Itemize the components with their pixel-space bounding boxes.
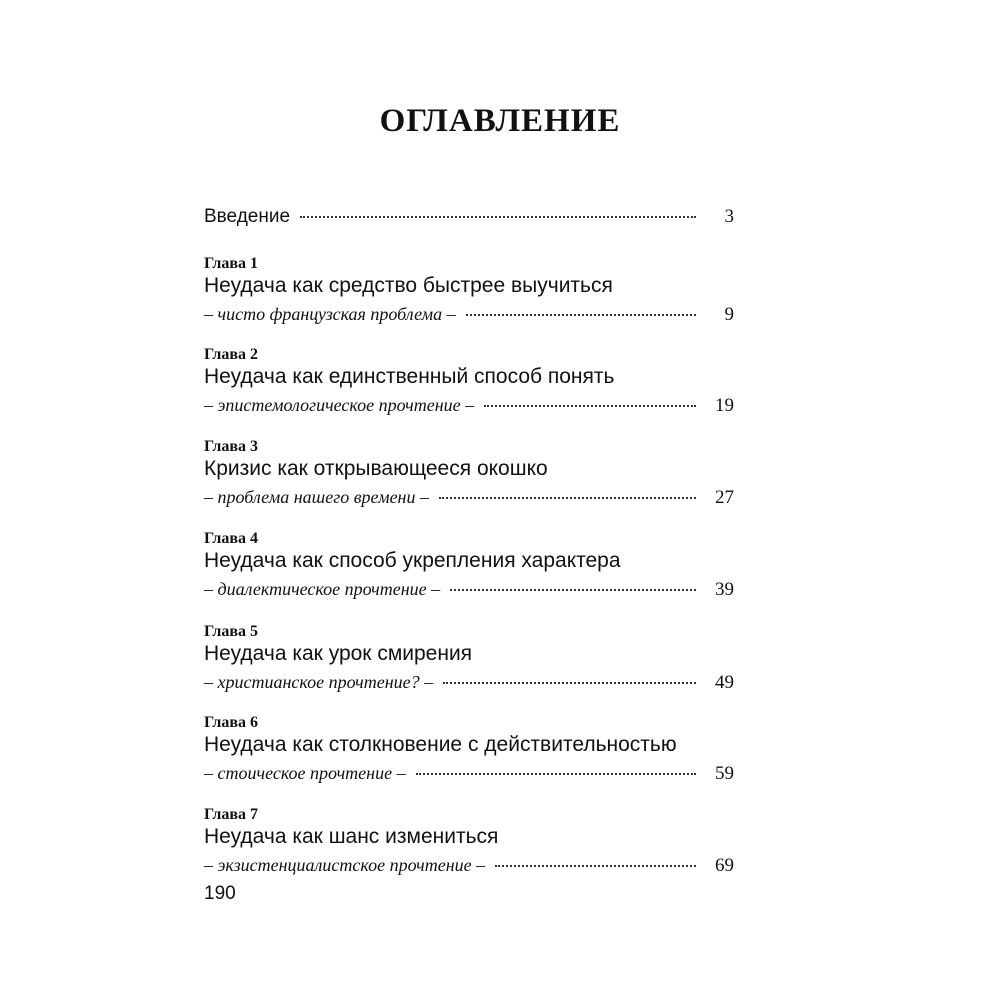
page-number: 59	[715, 763, 734, 784]
toc-line	[204, 854, 734, 877]
dot-leader	[484, 405, 696, 407]
folio-page-number: 190	[204, 883, 236, 904]
chapter-heading: Кризис как открывающееся окошко	[204, 457, 548, 480]
chapter-subtitle: – христианское прочтение? –	[204, 672, 434, 692]
chapter-heading: Неудача как единственный способ понять	[204, 365, 615, 388]
page-number: 49	[715, 672, 734, 693]
chapter-subtitle: – диалектическое прочтение –	[204, 579, 441, 599]
toc-entry-chapter-1	[204, 255, 734, 325]
chapter-label: Глава 5	[204, 623, 258, 640]
chapter-label: Глава 7	[204, 806, 258, 823]
page-number: 19	[715, 395, 734, 416]
page-title: ОГЛАВЛЕНИЕ	[379, 103, 621, 139]
page-number: 69	[715, 855, 734, 876]
chapter-subtitle: – экзистенциалистское прочтение –	[204, 855, 486, 875]
dot-leader	[450, 589, 696, 591]
page-number: 27	[715, 487, 734, 508]
toc-entry-introduction	[204, 205, 734, 229]
toc-entry-chapter-6	[204, 714, 734, 784]
chapter-subtitle: – проблема нашего времени –	[204, 487, 429, 507]
dot-leader	[466, 314, 696, 316]
toc-entry-label: Введение	[204, 206, 291, 227]
toc-line	[204, 762, 734, 785]
dot-leader	[300, 216, 696, 218]
dot-leader	[495, 865, 696, 867]
chapter-label: Глава 4	[204, 530, 258, 547]
dot-leader	[416, 773, 696, 775]
toc-line	[204, 394, 734, 417]
toc-line	[204, 303, 734, 326]
chapter-heading: Неудача как средство быстрее выучиться	[204, 274, 613, 297]
chapter-label: Глава 6	[204, 714, 258, 731]
chapter-heading: Неудача как шанс измениться	[204, 825, 499, 848]
chapter-label: Глава 2	[204, 346, 258, 363]
chapter-label: Глава 3	[204, 438, 258, 455]
chapter-heading: Неудача как урок смирения	[204, 642, 473, 665]
page-number: 3	[724, 206, 734, 227]
chapter-heading: Неудача как способ укрепления характера	[204, 549, 621, 572]
page-number: 39	[715, 579, 734, 600]
chapter-subtitle: – стоическое прочтение –	[204, 763, 406, 783]
toc-entry-chapter-4	[204, 530, 734, 600]
page-number: 9	[724, 304, 734, 325]
chapter-label: Глава 1	[204, 255, 258, 272]
toc-line	[204, 671, 734, 694]
chapter-heading: Неудача как столкновение с действительностью	[204, 733, 677, 756]
chapter-subtitle: – чисто французская проблема –	[204, 304, 456, 324]
toc-line	[204, 578, 734, 601]
toc-entry-chapter-2	[204, 346, 734, 416]
toc-line	[204, 205, 734, 229]
dot-leader	[443, 682, 696, 684]
toc-entry-chapter-3	[204, 438, 734, 508]
dot-leader	[439, 497, 696, 499]
toc-line	[204, 486, 734, 509]
chapter-subtitle: – эпистемологическое прочтение –	[204, 395, 475, 415]
toc-entry-chapter-5	[204, 623, 734, 693]
toc-entry-chapter-7	[204, 806, 734, 876]
